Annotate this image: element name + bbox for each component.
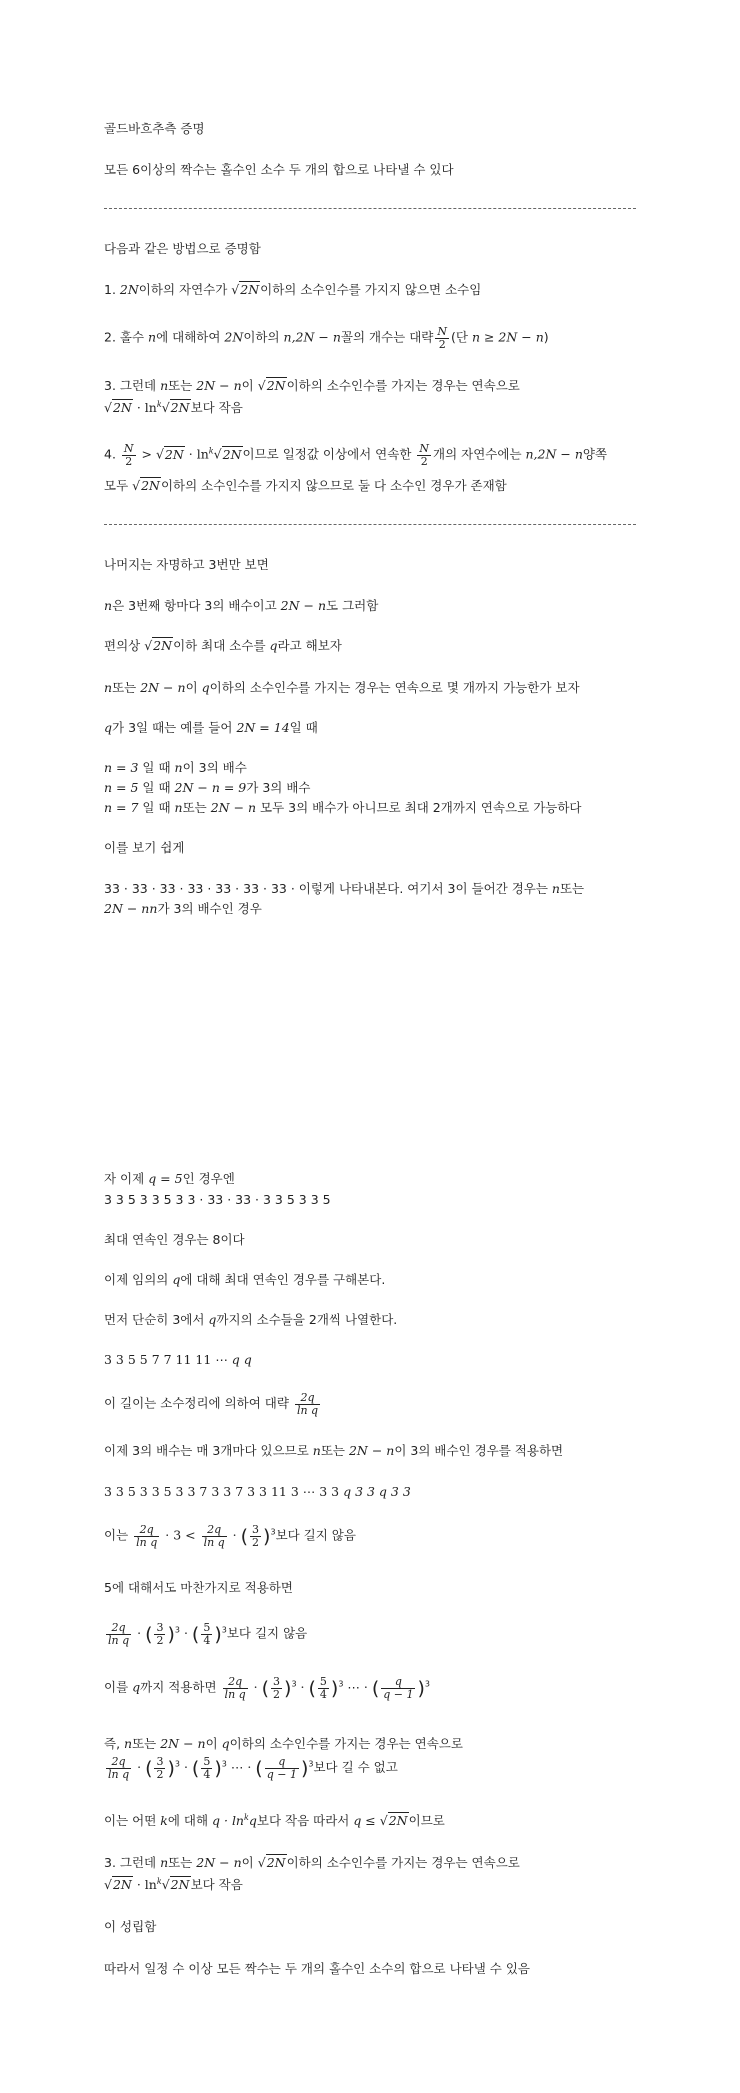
para-u4: 이제 임의의 q에 대해 최대 연속인 경우를 구해본다. [104, 1272, 386, 1287]
dashed-divider [104, 524, 636, 525]
para-u11: 5에 대해서도 마찬가지로 적용하면 [104, 1580, 293, 1595]
fraction: $\frac{N}{2}$ [437, 325, 448, 351]
para-u10: 이는 $\frac{2q}{\text{ln q}}$ · 3 < $\frac{2q}{\text{ln q}}$ · ( $\frac{3}{2}$ )$^3$보다 길지 않음 [104, 1523, 356, 1549]
step-4-line-2: 모두 √2N이하의 소수인수를 가지지 않으므로 둘 다 소수인 경우가 존재함 [104, 478, 507, 493]
para-t6: 이를 보기 쉽게 [104, 840, 185, 855]
sequence-q5: 3 3 5 3 3 5 3 3 · 33 · 33 · 3 3 5 3 3 5 [104, 1192, 331, 1207]
sqrt-symbol: √2N [231, 282, 260, 297]
para-u5: 먼저 단순히 3에서 q까지의 소수들을 2개씩 나열한다. [104, 1312, 398, 1327]
para-u16: 3. 그런데 n또는 2N − n이 √2N이하의 소수인수를 가지는 경우는 연속으로 [104, 1855, 520, 1870]
para-u12: $\frac{2q}{\text{ln q}}$ · ( $\frac{3}{2}$ )$^3$ · ( $\frac{5}{4}$ )$^3$보다 길지 않음 [108, 1621, 308, 1647]
para-u13: 이를 q까지 적용하면 $\frac{2q}{\text{ln q}}$ · ( $\frac{3}{2}$ )$^3$ · ( $\frac{5}{4}$ )$^3$ ⋯ · ( $\frac{q}{q - 1}$ )$^3$ [104, 1675, 430, 1701]
para-u17: 이 성립함 [104, 1919, 157, 1934]
para-u15: 이는 어떤 k에 대해 $q \cdot \ln^kq$보다 작음 따라서 q ≤ √2N이므로 [104, 1813, 445, 1829]
dashed-divider [104, 208, 636, 209]
para-t4: q가 3일 때는 예를 들어 2N = 14일 때 [104, 720, 318, 735]
para-u7: 이 길이는 소수정리에 의하여 대략 $\frac{2q}{\text{ln q}}$ [104, 1391, 319, 1417]
step-3-line-2: $√2N \cdot \ln^k√2N$보다 작음 [104, 400, 243, 416]
step-4: 4. $\frac{N}{2}$ > $√2N \cdot \ln^k√2N$이므로 일정값 이상에서 연속한 $\frac{N}{2}$ 개의 자연수에는 n,2N − n양쪽 [104, 442, 608, 468]
case-n5: n = 5 일 때 2N − n = 9가 3의 배수 [104, 780, 311, 795]
para-u8: 이제 3의 배수는 매 3개마다 있으므로 n또는 2N − n이 3의 배수인 경우를 적용하면 [104, 1443, 564, 1458]
para-u1: 자 이제 q = 5인 경우엔 [104, 1171, 235, 1186]
step-2: 2. 홀수 n에 대해하여 2N이하의 n,2N − n꼴의 개수는 대략 $\frac{N}{2}$ (단 n ≥ 2N − n) [104, 325, 549, 351]
case-n3: n = 3 일 때 n이 3의 배수 [104, 760, 247, 775]
para-u14-line-2: $\frac{2q}{\text{ln q}}$ · ( $\frac{3}{2}$ )$^3$ · ( $\frac{5}{4}$ )$^3$ ⋯ · ( $\frac{q}{q - 1}$ )$^3$보다 길 수 없고 [108, 1755, 398, 1781]
sequence-mult3: 3 3 5 3 3 5 3 3 7 3 3 7 3 3 11 3 ⋯ 3 3 q 3 3 q 3 3 [104, 1484, 411, 1499]
method-heading: 다음과 같은 방법으로 증명함 [104, 241, 261, 256]
para-t3: n또는 2N − n이 q이하의 소수인수를 가지는 경우는 연속으로 몇 개까지 가능한가 보자 [104, 680, 580, 695]
para-t2: 편의상 √2N이하 최대 소수를 q라고 해보자 [104, 638, 342, 653]
para-t7: 33 · 33 · 33 · 33 · 33 · 33 · 33 · 이렇게 나타내본다. 여기서 3이 들어간 경우는 n또는 [104, 881, 585, 896]
conclusion: 따라서 일정 수 이상 모든 짝수는 두 개의 홀수인 소수의 합으로 나타낼 수 있음 [104, 1961, 530, 1976]
para-u16-line-2: $√2N \cdot \ln^k√2N$보다 작음 [104, 1877, 243, 1893]
para-t7-line-2: 2N − nn가 3의 배수인 경우 [104, 901, 262, 916]
step-1: 1. 2N이하의 자연수가 √2N이하의 소수인수를 가지지 않으면 소수임 [104, 282, 482, 297]
sequence-primes: 3 3 5 5 7 7 11 11 ⋯ q q [104, 1352, 252, 1367]
doc-title: 골드바흐추측 증명 [104, 121, 205, 136]
intro-statement: 모든 6이상의 짝수는 홀수인 소수 두 개의 합으로 나타낼 수 있다 [104, 162, 454, 177]
para-t1: n은 3번째 항마다 3의 배수이고 2N − n도 그러함 [104, 598, 379, 613]
para-u14: 즉, n또는 2N − n이 q이하의 소수인수를 가지는 경우는 연속으로 [104, 1736, 463, 1751]
case-n7: n = 7 일 때 n또는 2N − n 모두 3의 배수가 아니므로 최대 2개까지 연속으로 가능하다 [104, 800, 582, 815]
step-3: 3. 그런데 n또는 2N − n이 √2N이하의 소수인수를 가지는 경우는 연속으로 [104, 378, 520, 393]
rest-heading: 나머지는 자명하고 3번만 보면 [104, 557, 269, 572]
para-u3: 최대 연속인 경우는 8이다 [104, 1232, 245, 1247]
